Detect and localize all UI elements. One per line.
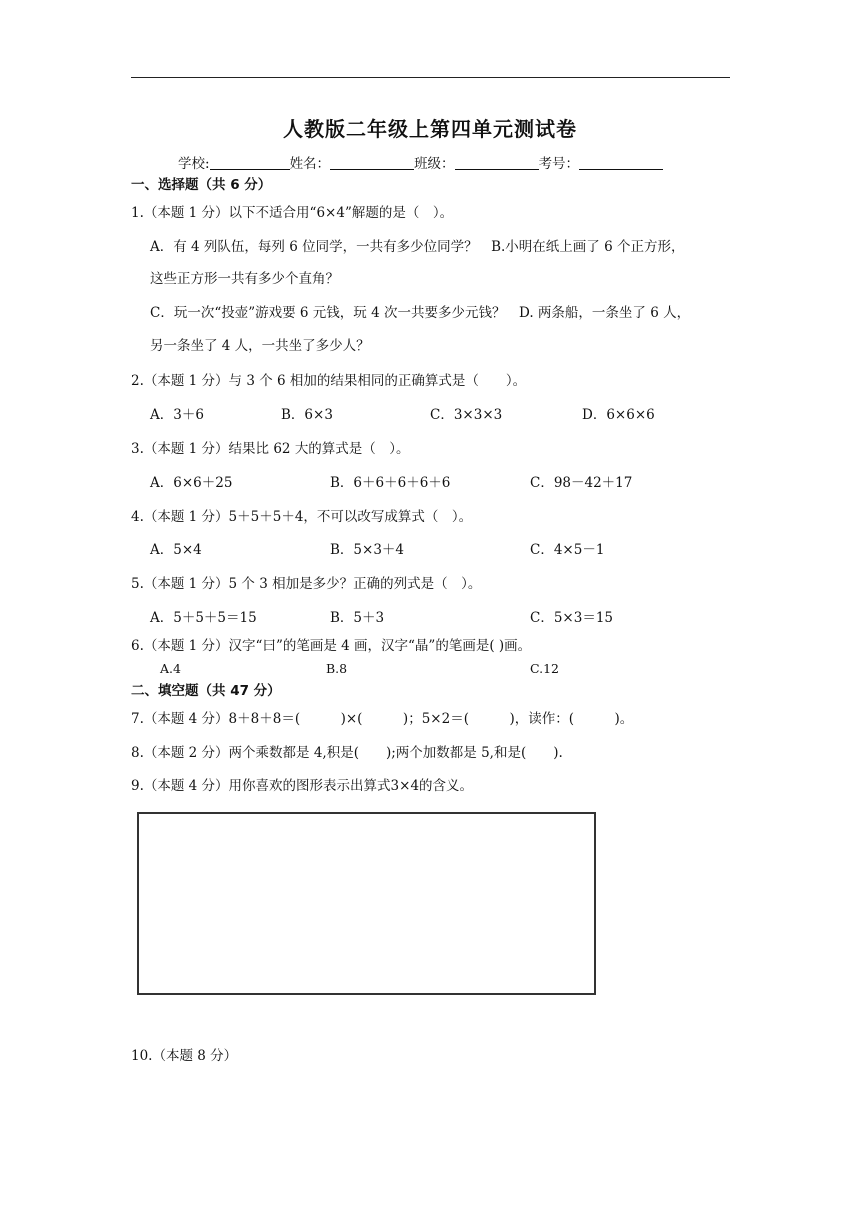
- question-2-option-d: D．6×6×6: [582, 407, 655, 423]
- question-2-stem: 2.（本题 1 分）与 3 个 6 相加的结果相同的正确算式是（ ）。: [131, 373, 527, 389]
- question-4-option-c: C．4×5－1: [530, 542, 605, 558]
- question-5-option-a: A．5＋5＋5＝15: [150, 610, 257, 626]
- question-4-option-b: B．5×3＋4: [330, 542, 404, 558]
- question-3-option-a: A．6×6＋25: [150, 475, 233, 491]
- question-3-option-b: B．6＋6＋6＋6＋6: [330, 475, 451, 491]
- question-1-option-ab: A．有 4 列队伍，每列 6 位同学，一共有多少位同学？ B.小明在纸上画了 6 个正方形，: [150, 239, 685, 255]
- question-6-option-b: B.8: [326, 661, 348, 676]
- exam-no-label: 考号：: [538, 156, 580, 172]
- class-blank[interactable]: [455, 155, 539, 170]
- question-7-stem: 7.（本题 4 分）8＋8＋8＝( )×( )；5×2＝( )，读作：( )。: [131, 711, 634, 727]
- question-2-option-b: B．6×3: [281, 407, 333, 423]
- section-heading-fill: 二、填空题（共 47 分）: [131, 683, 281, 699]
- school-blank[interactable]: [210, 155, 290, 170]
- question-5-option-c: C．5×3＝15: [530, 610, 613, 626]
- school-label: 学校:: [178, 156, 210, 172]
- drawing-answer-box[interactable]: [137, 812, 596, 995]
- question-3-stem: 3.（本题 1 分）结果比 62 大的算式是（ ）。: [131, 441, 410, 457]
- question-4-stem: 4.（本题 1 分）5＋5＋5＋4，不可以改写成算式（ ）。: [131, 509, 473, 525]
- question-10-stem: 10.（本题 8 分）: [131, 1048, 238, 1064]
- question-9-stem: 9.（本题 4 分）用你喜欢的图形表示出算式3×4的含义。: [131, 778, 474, 794]
- question-3-option-c: C．98－42＋17: [530, 475, 633, 491]
- question-6-stem: 6.（本题 1 分）汉字“曰”的笔画是 4 画，汉字“晶”的笔画是( )画。: [131, 638, 532, 654]
- class-label: 班级：: [414, 156, 455, 172]
- name-label: 姓名：: [289, 156, 331, 172]
- section-heading-choice: 一、选择题（共 6 分）: [131, 177, 272, 193]
- question-6-option-a: A.4: [160, 661, 181, 676]
- header-rule: [131, 77, 730, 78]
- question-8-stem: 8.（本题 2 分）两个乘数都是 4,积是( );两个加数都是 5,和是( ).: [131, 745, 563, 761]
- question-1-option-d-cont: 另一条坐了 4 人，一共坐了多少人？: [150, 338, 370, 354]
- question-1-option-b-cont: 这些正方形一共有多少个直角？: [150, 271, 339, 287]
- question-2-option-a: A．3＋6: [150, 407, 204, 423]
- name-blank[interactable]: [330, 155, 414, 170]
- question-1-option-cd: C．玩一次“投壶”游戏要 6 元钱，玩 4 次一共要多少元钱？ D. 两条船，一条坐了 6 人，: [150, 305, 691, 321]
- question-5-option-b: B．5＋3: [330, 610, 385, 626]
- question-2-option-c: C．3×3×3: [430, 407, 503, 423]
- student-info-row: [178, 152, 663, 172]
- exam-no-blank[interactable]: [579, 155, 663, 170]
- page-title: 人教版二年级上第四单元测试卷: [283, 117, 577, 141]
- question-5-stem: 5.（本题 1 分）5 个 3 相加是多少？正确的列式是（ ）。: [131, 576, 482, 592]
- question-1-stem: 1.（本题 1 分）以下不适合用“6×4”解题的是（ ）。: [131, 205, 454, 221]
- question-6-option-c: C.12: [530, 661, 559, 676]
- question-4-option-a: A．5×4: [150, 542, 202, 558]
